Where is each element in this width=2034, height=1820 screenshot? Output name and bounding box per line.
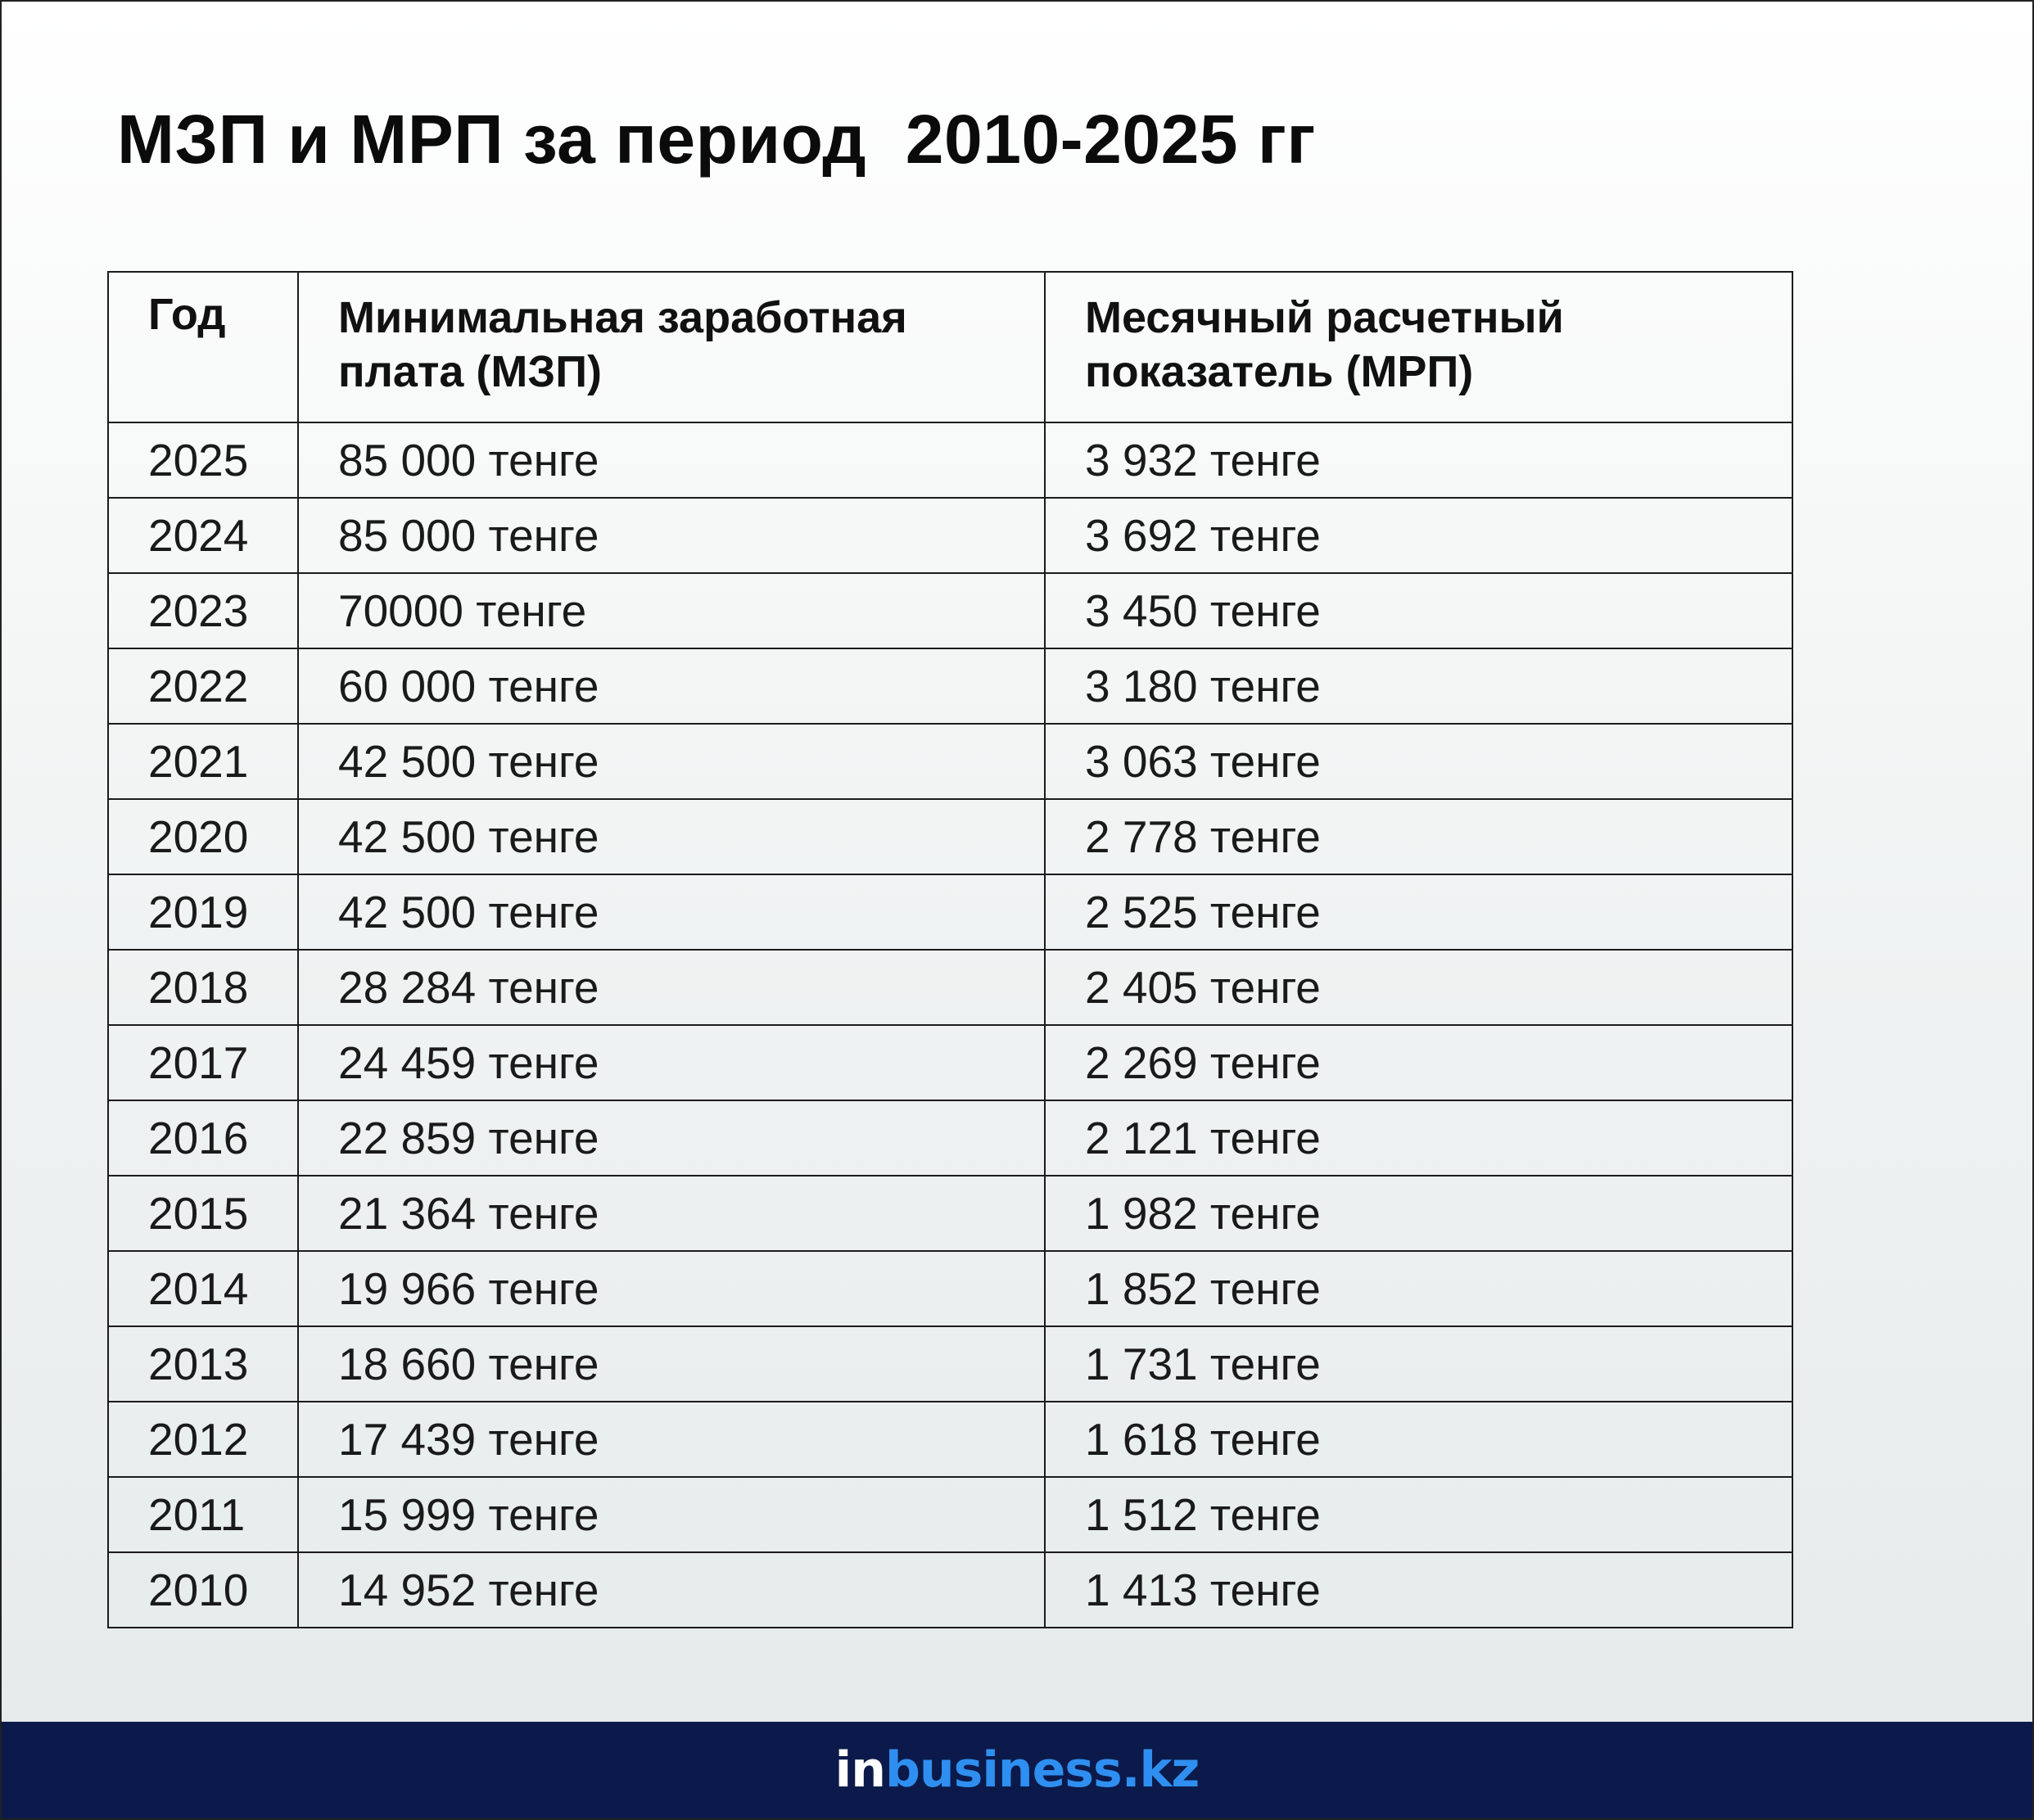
cell-mzp: 60 000 тенге	[298, 648, 1045, 724]
cell-year: 2024	[108, 498, 298, 573]
cell-year: 2010	[108, 1552, 298, 1628]
cell-mzp: 21 364 тенге	[298, 1176, 1045, 1251]
cell-mzp: 42 500 тенге	[298, 724, 1045, 799]
cell-year: 2017	[108, 1025, 298, 1100]
cell-mrp: 3 932 тенге	[1045, 422, 1792, 498]
logo-prefix: in	[834, 1741, 885, 1799]
table-row	[108, 1402, 1792, 1477]
cell-mzp: 70000 тенге	[298, 573, 1045, 648]
cell-mrp: 1 413 тенге	[1045, 1552, 1792, 1628]
cell-mrp: 1 618 тенге	[1045, 1402, 1792, 1477]
cell-mrp: 2 121 тенге	[1045, 1100, 1792, 1176]
table-row	[108, 1251, 1792, 1326]
logo-main: business.kz	[884, 1741, 1200, 1799]
cell-mzp: 15 999 тенге	[298, 1477, 1045, 1552]
cell-mrp: 1 982 тенге	[1045, 1176, 1792, 1251]
cell-year: 2025	[108, 422, 298, 498]
cell-mzp: 14 952 тенге	[298, 1552, 1045, 1628]
cell-year: 2014	[108, 1251, 298, 1326]
table-row	[108, 950, 1792, 1025]
cell-year: 2013	[108, 1326, 298, 1402]
cell-year: 2021	[108, 724, 298, 799]
page-title: МЗП и МРП за период 2010-2025 гг	[117, 101, 1316, 178]
table-row	[108, 573, 1792, 648]
cell-year: 2020	[108, 799, 298, 874]
cell-mrp: 2 405 тенге	[1045, 950, 1792, 1025]
cell-mrp: 3 692 тенге	[1045, 498, 1792, 573]
cell-mrp: 3 180 тенге	[1045, 648, 1792, 724]
cell-mzp: 28 284 тенге	[298, 950, 1045, 1025]
table-header-row	[108, 272, 1792, 422]
table-row	[108, 1326, 1792, 1402]
table-row	[108, 799, 1792, 874]
cell-year: 2016	[108, 1100, 298, 1176]
cell-mzp: 22 859 тенге	[298, 1100, 1045, 1176]
table-row	[108, 1552, 1792, 1628]
cell-mzp: 17 439 тенге	[298, 1402, 1045, 1477]
cell-mzp: 19 966 тенге	[298, 1251, 1045, 1326]
table-row	[108, 1025, 1792, 1100]
table-row	[108, 648, 1792, 724]
cell-mzp: 18 660 тенге	[298, 1326, 1045, 1402]
wage-table	[107, 271, 1793, 1628]
footer-bar	[2, 1722, 2032, 1818]
header-mzp: Минимальная заработная плата (МЗП)	[298, 272, 1045, 422]
cell-mzp: 85 000 тенге	[298, 422, 1045, 498]
header-year: Год	[108, 272, 298, 422]
cell-mzp: 85 000 тенге	[298, 498, 1045, 573]
cell-mrp: 1 852 тенге	[1045, 1251, 1792, 1326]
cell-year: 2019	[108, 874, 298, 950]
cell-year: 2012	[108, 1402, 298, 1477]
cell-mrp: 2 269 тенге	[1045, 1025, 1792, 1100]
cell-mrp: 3 450 тенге	[1045, 573, 1792, 648]
table-row	[108, 874, 1792, 950]
cell-year: 2015	[108, 1176, 298, 1251]
cell-mrp: 2 778 тенге	[1045, 799, 1792, 874]
table-row	[108, 422, 1792, 498]
table-row	[108, 1477, 1792, 1552]
cell-year: 2022	[108, 648, 298, 724]
cell-mrp: 3 063 тенге	[1045, 724, 1792, 799]
cell-mrp: 1 512 тенге	[1045, 1477, 1792, 1552]
site-logo[interactable]	[834, 1741, 1200, 1799]
table-row	[108, 724, 1792, 799]
cell-year: 2011	[108, 1477, 298, 1552]
table-row	[108, 498, 1792, 573]
cell-mzp: 42 500 тенге	[298, 799, 1045, 874]
table-row	[108, 1100, 1792, 1176]
table-row	[108, 1176, 1792, 1251]
cell-mzp: 24 459 тенге	[298, 1025, 1045, 1100]
header-mrp: Месячный расчетный показатель (МРП)	[1045, 272, 1792, 422]
cell-year: 2018	[108, 950, 298, 1025]
cell-mzp: 42 500 тенге	[298, 874, 1045, 950]
cell-mrp: 2 525 тенге	[1045, 874, 1792, 950]
cell-year: 2023	[108, 573, 298, 648]
cell-mrp: 1 731 тенге	[1045, 1326, 1792, 1402]
